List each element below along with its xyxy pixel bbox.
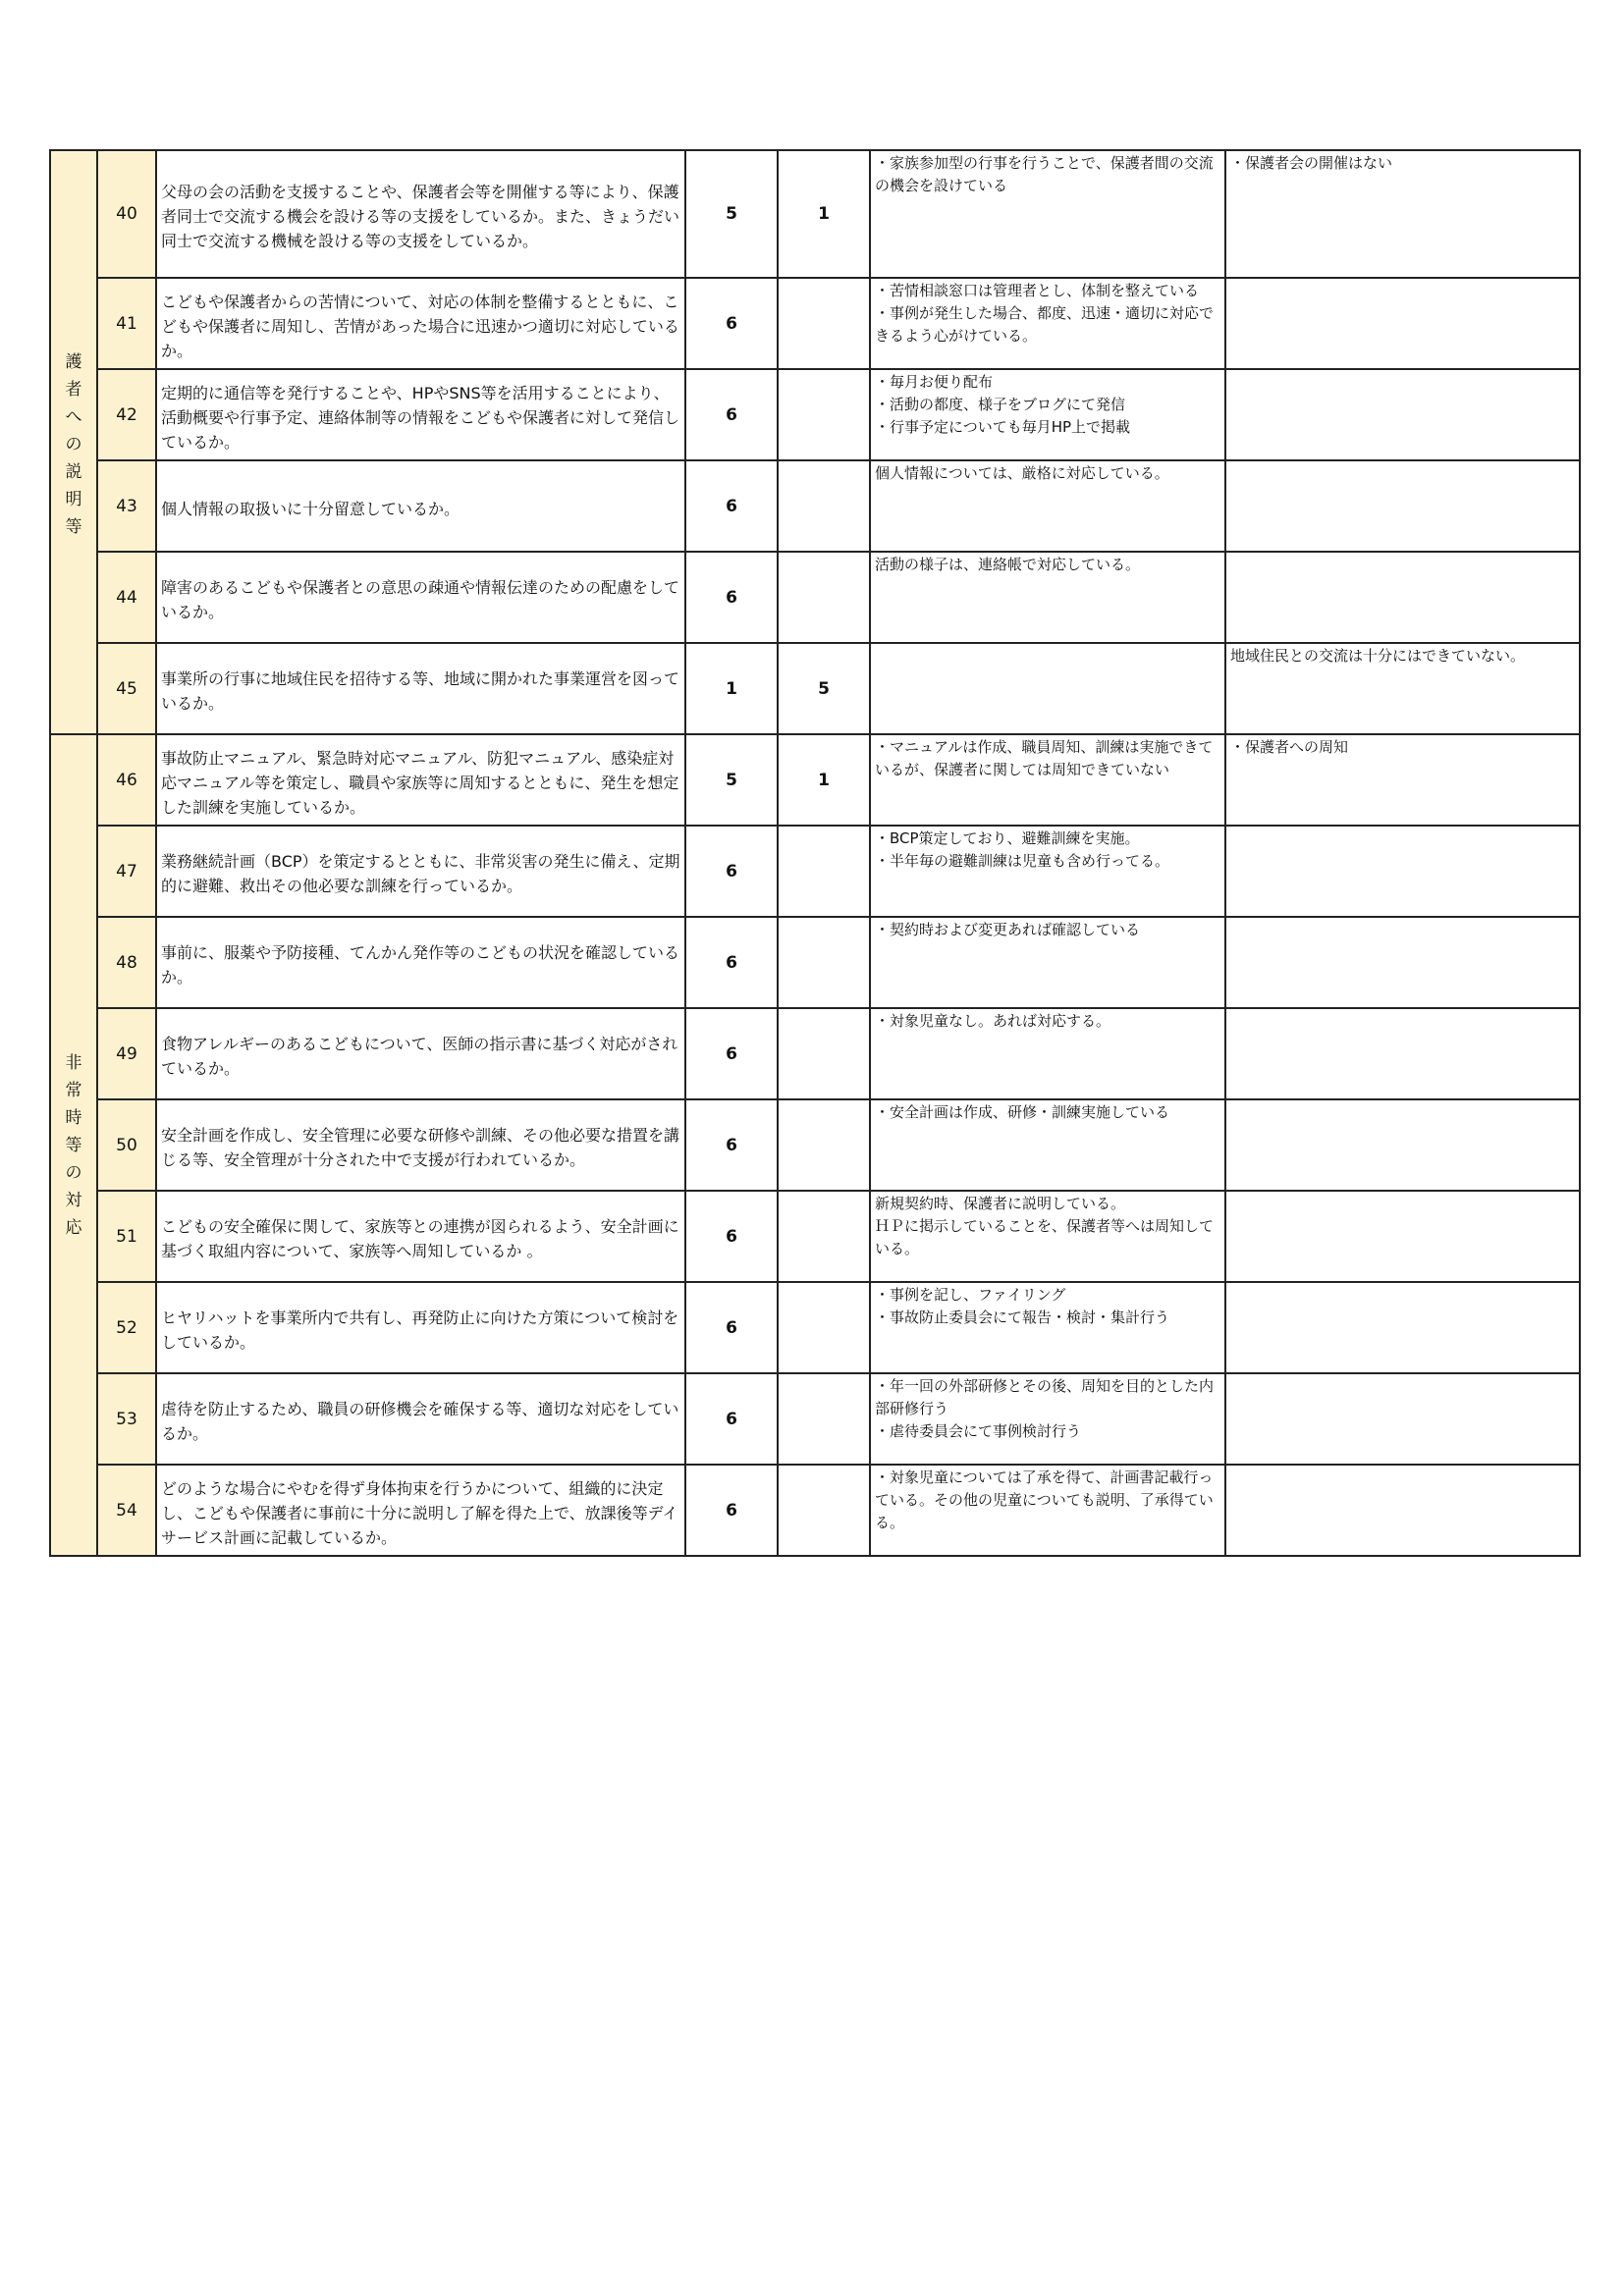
count-no <box>778 460 870 552</box>
question-text: こどもや保護者からの苦情について、対応の体制を整備するとともに、こどもや保護者に周知し、苦情があった場合に迅速かつ適切に対応しているか。 <box>156 278 685 369</box>
count-no <box>778 552 870 643</box>
count-yes: 6 <box>685 278 778 369</box>
category-char: 者 <box>65 379 82 400</box>
category-char: 非 <box>65 1052 82 1073</box>
note-improvement <box>1225 460 1580 552</box>
row-number: 51 <box>97 1191 156 1282</box>
note-line: 個人情報については、厳格に対応している。 <box>875 464 1169 482</box>
question-text: 個人情報の取扱いに十分留意しているか。 <box>156 460 685 552</box>
category-char: の <box>65 1162 82 1183</box>
note-improvement <box>1225 552 1580 643</box>
table-row <box>50 1465 1580 1556</box>
question-text: どのような場合にやむを得ず身体拘束を行うかについて、組織的に決定し、こどもや保護者に事前に十分に説明し了解を得た上で、放課後等デイサービス計画に記載しているか。 <box>156 1465 685 1556</box>
note-status <box>870 643 1225 734</box>
count-no <box>778 826 870 917</box>
category-char: へ <box>65 406 82 427</box>
row-number: 47 <box>97 826 156 917</box>
note-improvement <box>1225 643 1580 734</box>
note-improvement <box>1225 278 1580 369</box>
note-line: ・対象児童なし。あれば対応する。 <box>875 1012 1111 1030</box>
category-cell <box>50 734 97 1556</box>
count-yes: 6 <box>685 460 778 552</box>
count-no <box>778 369 870 460</box>
note-line: ・契約時および変更あれば確認している <box>875 921 1141 938</box>
question-text: 食物アレルギーのあるこどもについて、医師の指示書に基づく対応がされているか。 <box>156 1008 685 1099</box>
row-number: 48 <box>97 917 156 1008</box>
row-number: 40 <box>97 150 156 278</box>
count-yes: 6 <box>685 826 778 917</box>
category-char: 時 <box>65 1107 82 1128</box>
row-number: 42 <box>97 369 156 460</box>
count-yes: 5 <box>685 734 778 826</box>
note-line: ＨＰに掲示していることを、保護者等へは周知している。 <box>875 1217 1215 1257</box>
note-status <box>870 552 1225 643</box>
note-line: ・保護者への周知 <box>1230 738 1349 756</box>
table-row <box>50 1008 1580 1099</box>
table-row <box>50 1373 1580 1465</box>
category-char: 等 <box>65 516 82 537</box>
note-line: ・対象児童については了承を得て、計画書記載行っている。その他の児童についても説明、了承得ている。 <box>875 1468 1214 1531</box>
question-text: 事故防止マニュアル、緊急時対応マニュアル、防犯マニュアル、感染症対応マニュアル等を策定し、職員や家族等に周知するとともに、発生を想定した訓練を実施しているか。 <box>156 734 685 826</box>
category-char: 対 <box>65 1190 82 1210</box>
note-line: ・行事予定についても毎月HP上で掲載 <box>875 418 1131 436</box>
count-no <box>778 1282 870 1373</box>
note-status <box>870 150 1225 278</box>
note-line: ・安全計画は作成、研修・訓練実施している <box>875 1103 1170 1121</box>
note-status <box>870 1008 1225 1099</box>
count-no <box>778 1465 870 1556</box>
category-char: 護 <box>65 351 82 372</box>
note-line: 地域住民との交流は十分にはできていない。 <box>1230 647 1526 665</box>
question-text: こどもの安全確保に関して、家族等との連携が図られるよう、安全計画に基づく取組内容について、家族等へ周知しているか 。 <box>156 1191 685 1282</box>
note-improvement <box>1225 150 1580 278</box>
count-yes: 5 <box>685 150 778 278</box>
category-char: 等 <box>65 1135 82 1155</box>
note-line: 活動の様子は、連絡帳で対応している。 <box>875 556 1141 573</box>
note-line: ・保護者会の開催はない <box>1230 154 1393 172</box>
note-improvement <box>1225 1008 1580 1099</box>
row-number: 44 <box>97 552 156 643</box>
table-row <box>50 1282 1580 1373</box>
row-number: 54 <box>97 1465 156 1556</box>
note-improvement <box>1225 917 1580 1008</box>
count-yes: 6 <box>685 917 778 1008</box>
table-row <box>50 826 1580 917</box>
note-line: ・事例を記し、ファイリング <box>875 1286 1066 1304</box>
note-line: ・家族参加型の行事を行うことで、保護者間の交流の機会を設けている <box>875 154 1214 194</box>
note-status <box>870 1282 1225 1373</box>
count-yes: 6 <box>685 1008 778 1099</box>
note-status <box>870 1373 1225 1465</box>
category-char: 説 <box>65 461 82 482</box>
note-line: 新規契約時、保護者に説明している。 <box>875 1195 1126 1212</box>
table-row <box>50 150 1580 278</box>
category-char: の <box>65 434 82 454</box>
count-yes: 6 <box>685 1465 778 1556</box>
question-text: 障害のあるこどもや保護者との意思の疎通や情報伝達のための配慮をしているか。 <box>156 552 685 643</box>
table-row <box>50 643 1580 734</box>
row-number: 53 <box>97 1373 156 1465</box>
note-status <box>870 917 1225 1008</box>
note-line: ・マニュアルは作成、職員周知、訓練は実施できているが、保護者に関しては周知できていない <box>875 738 1214 778</box>
note-line: ・毎月お便り配布 <box>875 373 994 391</box>
question-text: ヒヤリハットを事業所内で共有し、再発防止に向けた方策について検討をしているか。 <box>156 1282 685 1373</box>
note-improvement <box>1225 1191 1580 1282</box>
note-improvement <box>1225 1465 1580 1556</box>
count-yes: 6 <box>685 369 778 460</box>
table-row <box>50 369 1580 460</box>
count-no <box>778 278 870 369</box>
note-line: ・活動の都度、様子をブログにて発信 <box>875 396 1126 413</box>
note-improvement <box>1225 1373 1580 1465</box>
category-cell <box>50 150 97 734</box>
count-no <box>778 1008 870 1099</box>
note-status <box>870 1191 1225 1282</box>
note-line: ・年一回の外部研修とその後、周知を目的とした内部研修行う <box>875 1377 1215 1417</box>
question-text: 父母の会の活動を支援することや、保護者会等を開催する等により、保護者同士で交流する機会を設ける等の支援をしているか。また、きょうだい同士で交流する機械を設ける等の支援をしているか。 <box>156 150 685 278</box>
note-status <box>870 1099 1225 1191</box>
row-number: 43 <box>97 460 156 552</box>
table-row <box>50 917 1580 1008</box>
category-char: 応 <box>65 1217 82 1238</box>
note-status <box>870 278 1225 369</box>
count-no <box>778 1099 870 1191</box>
note-status <box>870 826 1225 917</box>
note-line: ・苦情相談窓口は管理者とし、体制を整えている <box>875 282 1200 299</box>
question-text: 虐待を防止するため、職員の研修機会を確保する等、適切な対応をしているか。 <box>156 1373 685 1465</box>
row-number: 46 <box>97 734 156 826</box>
note-line: ・事故防止委員会にて報告・検討・集計行う <box>875 1308 1170 1326</box>
question-text: 安全計画を作成し、安全管理に必要な研修や訓練、その他必要な措置を講じる等、安全管理が十分された中で支援が行われているか。 <box>156 1099 685 1191</box>
row-number: 41 <box>97 278 156 369</box>
note-improvement <box>1225 734 1580 826</box>
note-improvement <box>1225 369 1580 460</box>
table-row <box>50 1099 1580 1191</box>
count-yes: 6 <box>685 1099 778 1191</box>
note-improvement <box>1225 826 1580 917</box>
count-no <box>778 917 870 1008</box>
table-row <box>50 460 1580 552</box>
note-line: ・半年毎の避難訓練は児童も含め行ってる。 <box>875 852 1170 870</box>
count-yes: 6 <box>685 1282 778 1373</box>
count-no: 1 <box>778 150 870 278</box>
note-improvement <box>1225 1282 1580 1373</box>
note-line: ・虐待委員会にて事例検討行う <box>875 1422 1082 1440</box>
note-status <box>870 734 1225 826</box>
row-number: 45 <box>97 643 156 734</box>
count-yes: 1 <box>685 643 778 734</box>
note-status <box>870 369 1225 460</box>
count-no <box>778 1373 870 1465</box>
count-yes: 6 <box>685 552 778 643</box>
question-text: 事業所の行事に地域住民を招待する等、地域に開かれた事業運営を図っているか。 <box>156 643 685 734</box>
category-char: 常 <box>65 1080 82 1100</box>
count-no <box>778 1191 870 1282</box>
table-row <box>50 734 1580 826</box>
note-line: ・事例が発生した場合、都度、迅速・適切に対応できるよう心がけている。 <box>875 304 1215 345</box>
count-yes: 6 <box>685 1191 778 1282</box>
note-status <box>870 1465 1225 1556</box>
note-status <box>870 460 1225 552</box>
evaluation-table <box>49 149 1581 1557</box>
category-char: 明 <box>65 489 82 509</box>
count-no: 5 <box>778 643 870 734</box>
row-number: 50 <box>97 1099 156 1191</box>
question-text: 業務継続計画（BCP）を策定するとともに、非常災害の発生に備え、定期的に避難、救出その他必要な訓練を行っているか。 <box>156 826 685 917</box>
note-line: ・BCP策定しており、避難訓練を実施。 <box>875 829 1140 847</box>
question-text: 事前に、服薬や予防接種、てんかん発作等のこどもの状況を確認しているか。 <box>156 917 685 1008</box>
table-row <box>50 552 1580 643</box>
row-number: 49 <box>97 1008 156 1099</box>
table-row <box>50 278 1580 369</box>
row-number: 52 <box>97 1282 156 1373</box>
question-text: 定期的に通信等を発行することや、HPやSNS等を活用することにより、活動概要や行事予定、連絡体制等の情報をこどもや保護者に対して発信しているか。 <box>156 369 685 460</box>
count-no: 1 <box>778 734 870 826</box>
note-improvement <box>1225 1099 1580 1191</box>
count-yes: 6 <box>685 1373 778 1465</box>
table-row <box>50 1191 1580 1282</box>
